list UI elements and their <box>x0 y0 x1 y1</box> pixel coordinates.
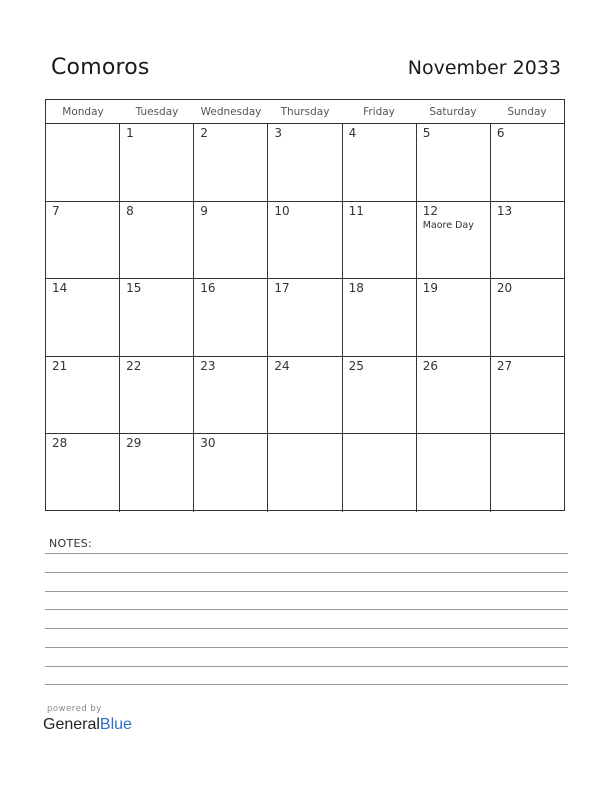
day-cell <box>46 202 120 279</box>
day-number: 21 <box>52 358 68 373</box>
day-number: 18 <box>348 281 364 296</box>
day-number: 4 <box>348 126 357 140</box>
day-cell <box>491 357 564 434</box>
notes-line <box>45 591 568 592</box>
day-number: 9 <box>200 203 208 218</box>
day-cell <box>343 357 417 434</box>
weekday-friday: Friday <box>363 106 395 118</box>
day-number: 3 <box>274 126 283 140</box>
day-number: 24 <box>274 358 290 373</box>
brand-blue: Blue <box>99 716 132 733</box>
notes-line <box>45 572 568 573</box>
generalblue-logo <box>43 716 132 734</box>
day-cell <box>268 279 342 356</box>
day-number: 30 <box>200 436 216 451</box>
day-cell <box>194 124 268 201</box>
day-cell <box>491 434 564 512</box>
weekday-saturday: Saturday <box>429 106 477 118</box>
day-cell <box>268 124 342 201</box>
day-number: 23 <box>200 358 216 373</box>
day-cell <box>120 279 194 356</box>
day-number: 27 <box>496 358 513 373</box>
day-cell <box>268 434 342 512</box>
day-cell <box>120 357 194 434</box>
notes-label: NOTES: <box>49 537 93 550</box>
notes-line <box>45 553 568 554</box>
weekday-tuesday: Tuesday <box>135 106 179 118</box>
day-number: 5 <box>422 126 431 140</box>
day-number: 19 <box>422 281 438 296</box>
day-cell <box>343 279 417 356</box>
day-cell <box>120 124 194 201</box>
week-row <box>46 279 564 357</box>
week-row <box>46 124 564 202</box>
day-number: 7 <box>52 203 60 218</box>
day-number: 8 <box>126 203 134 218</box>
day-cell <box>194 279 268 356</box>
weekday-thursday: Thursday <box>280 106 330 118</box>
day-number: 10 <box>274 203 290 218</box>
notes-line <box>45 666 568 667</box>
day-cell <box>343 124 417 201</box>
day-cell <box>46 279 120 356</box>
day-number: 15 <box>126 281 142 296</box>
day-number: 13 <box>496 203 513 218</box>
notes-line <box>45 609 568 610</box>
day-cell <box>491 279 564 356</box>
day-number: 1 <box>126 126 134 140</box>
day-number: 14 <box>52 281 68 296</box>
day-cell <box>343 202 417 279</box>
day-cell <box>120 434 194 512</box>
day-cell <box>46 357 120 434</box>
notes-line <box>45 647 568 648</box>
day-cell <box>46 124 120 201</box>
country-title: Comoros <box>51 55 150 80</box>
day-cell <box>268 202 342 279</box>
day-number: 26 <box>422 358 438 373</box>
holiday-label: Maore Day <box>422 219 474 231</box>
day-cell <box>491 124 564 201</box>
day-cell <box>343 434 417 512</box>
weekday-header-row <box>46 100 564 124</box>
day-cell <box>417 124 491 201</box>
day-cell <box>268 357 342 434</box>
day-number: 2 <box>200 126 208 140</box>
day-number: 12 <box>422 203 438 218</box>
weekday-monday: Monday <box>62 106 104 118</box>
day-cell <box>194 202 268 279</box>
day-cell <box>417 434 491 512</box>
day-cell <box>120 202 194 279</box>
day-cell <box>194 434 268 512</box>
week-row <box>46 434 564 512</box>
week-row <box>46 357 564 435</box>
day-cell <box>194 357 268 434</box>
day-number: 16 <box>200 281 216 296</box>
brand-general: General <box>43 716 100 733</box>
powered-by-text: powered by <box>47 704 102 714</box>
day-number: 22 <box>126 358 142 373</box>
day-number: 20 <box>496 281 513 296</box>
day-cell <box>417 202 491 279</box>
day-number: 28 <box>52 436 68 451</box>
day-cell <box>417 357 491 434</box>
notes-line <box>45 684 568 685</box>
day-number: 6 <box>496 126 505 140</box>
day-cell <box>491 202 564 279</box>
day-number: 17 <box>274 281 290 296</box>
calendar-grid <box>45 99 565 511</box>
notes-line <box>45 628 568 629</box>
week-row <box>46 202 564 280</box>
days-grid <box>46 124 564 510</box>
day-number: 25 <box>348 358 364 373</box>
day-cell <box>46 434 120 512</box>
month-year-title: November 2033 <box>407 57 561 79</box>
day-cell <box>417 279 491 356</box>
weekday-sunday: Sunday <box>507 106 547 118</box>
weekday-wednesday: Wednesday <box>200 106 262 118</box>
day-number: 11 <box>348 203 364 218</box>
day-number: 29 <box>126 436 142 451</box>
